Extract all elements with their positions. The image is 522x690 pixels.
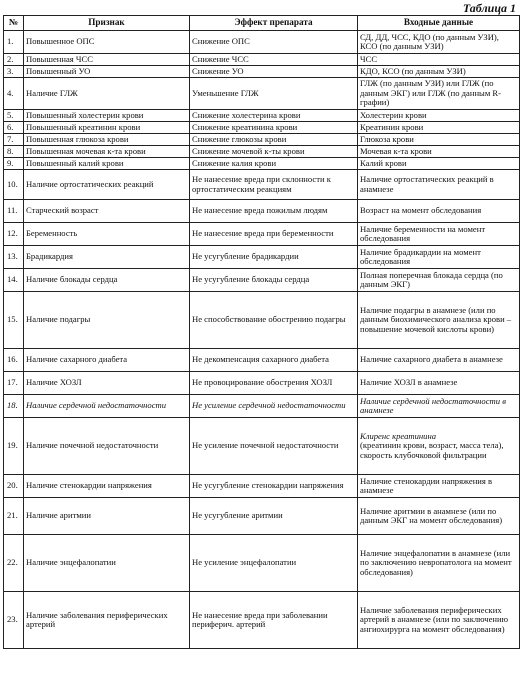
row-input: СД, ДД, ЧСС, КДО (по данным УЗИ), КСО (по данным УЗИ) [358,31,520,54]
row-number: 19. [4,418,24,475]
row-input: Полная поперечная блокада сердца (по данным ЭКГ) [358,269,520,292]
row-input: ЧСС [358,54,520,66]
row-sign: Беременность [24,223,190,246]
row-input: Холестерин крови [358,110,520,122]
table-row [4,372,520,395]
row-number: 2. [4,54,24,66]
row-input: Наличие сердечной недостаточности в анамнезе [358,395,520,418]
table-row [4,110,520,122]
table-row [4,134,520,146]
row-effect: Не усиление почечной недостаточности [190,418,358,475]
row-number: 12. [4,223,24,246]
row-input: Наличие сахарного диабета в анамнезе [358,349,520,372]
row-input: Калий крови [358,158,520,170]
row-effect: Не усугубление аритмии [190,498,358,535]
row-effect: Не усугубление блокады сердца [190,269,358,292]
row-number: 6. [4,122,24,134]
row-sign: Наличие блокады сердца [24,269,190,292]
row-sign: Повышенная ЧСС [24,54,190,66]
table-row [4,66,520,78]
table-row [4,535,520,592]
row-effect: Не декомпенсация сахарного диабета [190,349,358,372]
row-sign: Брадикардия [24,246,190,269]
table-caption: Таблица 1 [462,1,516,15]
row-effect: Не усиление энцефалопатии [190,535,358,592]
table-row [4,200,520,223]
row-number: 10. [4,170,24,200]
header-sign: Признак [24,16,190,31]
row-sign: Повышенный УО [24,66,190,78]
row-number: 21. [4,498,24,535]
row-input: КДО, КСО (по данным УЗИ) [358,66,520,78]
row-sign: Наличие энцефалопатии [24,535,190,592]
row-number: 14. [4,269,24,292]
row-sign: Наличие подагры [24,292,190,349]
row-input: Наличие стенокардии напряжения в анамнезе [358,475,520,498]
table-row [4,269,520,292]
row-number: 16. [4,349,24,372]
row-effect: Не усиление сердечной недостаточности [190,395,358,418]
row-sign: Повышенный калий крови [24,158,190,170]
header-number: № [4,16,24,31]
row-input: ГЛЖ (по данным УЗИ) или ГЛЖ (по данным ЭКГ) или ГЛЖ (по данным R-графии) [358,78,520,110]
table-row [4,292,520,349]
row-input: Наличие подагры в анамнезе (или по данным биохимического анализа крови – повышение мочевой кислоты крови) [358,292,520,349]
row-number: 17. [4,372,24,395]
row-effect: Снижение УО [190,66,358,78]
row-effect: Снижение креатинина крови [190,122,358,134]
row-input-detail: (креатинин крови, возраст, масса тела), скорость клубочковой фильтрации [360,440,504,460]
row-number: 3. [4,66,24,78]
row-effect: Не усугубление стенокардии напряжения [190,475,358,498]
row-sign: Наличие заболевания периферических артерий [24,592,190,649]
row-effect: Не нанесение вреда пожилым людям [190,200,358,223]
row-sign: Повышенный холестерин крови [24,110,190,122]
row-input: Наличие ХОЗЛ в анамнезе [358,372,520,395]
row-sign: Наличие аритмии [24,498,190,535]
row-input: Глюкоза крови [358,134,520,146]
row-number: 8. [4,146,24,158]
row-input: Наличие заболевания периферических артерий в анамнезе (или по заключению ангиохирурга на момент обследования) [358,592,520,649]
row-effect: Снижение холестерина крови [190,110,358,122]
row-effect: Снижение ЧСС [190,54,358,66]
row-effect: Не нанесение вреда при склонности к ортостатическим реакциям [190,170,358,200]
header-input: Входные данные [358,16,520,31]
row-input: Мочевая к-та крови [358,146,520,158]
row-sign: Наличие стенокардии напряжения [24,475,190,498]
row-sign: Наличие ХОЗЛ [24,372,190,395]
header-effect: Эффект препарата [190,16,358,31]
row-input: Креатинин крови [358,122,520,134]
row-effect: Не провоцирование обострения ХОЗЛ [190,372,358,395]
row-effect: Не нанесение вреда при заболевании периферич. артерий [190,592,358,649]
header-row [4,16,520,31]
row-input: Наличие беременности на момент обследования [358,223,520,246]
row-input: Наличие брадикардии на момент обследования [358,246,520,269]
row-number: 7. [4,134,24,146]
row-input: Возраст на момент обследования [358,200,520,223]
table-row [4,349,520,372]
table-row [4,475,520,498]
row-number: 20. [4,475,24,498]
row-number: 1. [4,31,24,54]
row-effect: Не способствование обострению подагры [190,292,358,349]
row-sign: Наличие ортостатических реакций [24,170,190,200]
table-row [4,78,520,110]
table-row [4,170,520,200]
row-number: 9. [4,158,24,170]
table-row [4,418,520,475]
row-effect: Не нанесение вреда при беременности [190,223,358,246]
row-input: Наличие энцефалопатии в анамнезе (или по заключению невропатолога на момент обследования) [358,535,520,592]
table-row [4,592,520,649]
row-number: 23. [4,592,24,649]
data-table [3,15,520,649]
row-number: 5. [4,110,24,122]
table-row [4,54,520,66]
table-row [4,122,520,134]
row-number: 4. [4,78,24,110]
row-effect: Снижение калия крови [190,158,358,170]
row-number: 22. [4,535,24,592]
row-input [358,418,520,475]
row-sign: Наличие сахарного диабета [24,349,190,372]
row-effect: Не усугубление брадикардии [190,246,358,269]
row-input: Наличие аритмии в анамнезе (или по данным ЭКГ на момент обследования) [358,498,520,535]
table-row [4,498,520,535]
table-row [4,223,520,246]
row-effect: Снижение глюкозы крови [190,134,358,146]
row-sign: Наличие ГЛЖ [24,78,190,110]
row-sign: Повышенная глюкоза крови [24,134,190,146]
table-row [4,146,520,158]
row-sign: Повышенная мочевая к-та крови [24,146,190,158]
table-row [4,31,520,54]
row-sign: Наличие сердечной недостаточности [24,395,190,418]
table-row [4,246,520,269]
row-input-heading: Клиренс креатинина [360,430,437,441]
row-number: 15. [4,292,24,349]
row-number: 18. [4,395,24,418]
row-number: 13. [4,246,24,269]
row-sign: Повышенный креатинин крови [24,122,190,134]
row-input: Наличие ортостатических реакций в анамнезе [358,170,520,200]
row-number: 11. [4,200,24,223]
row-effect: Снижение мочевой к-ты крови [190,146,358,158]
row-sign: Наличие почечной недостаточности [24,418,190,475]
table-row [4,395,520,418]
row-effect: Снижение ОПС [190,31,358,54]
row-sign: Старческий возраст [24,200,190,223]
row-effect: Уменьшение ГЛЖ [190,78,358,110]
row-sign: Повышенное ОПС [24,31,190,54]
table-row [4,158,520,170]
